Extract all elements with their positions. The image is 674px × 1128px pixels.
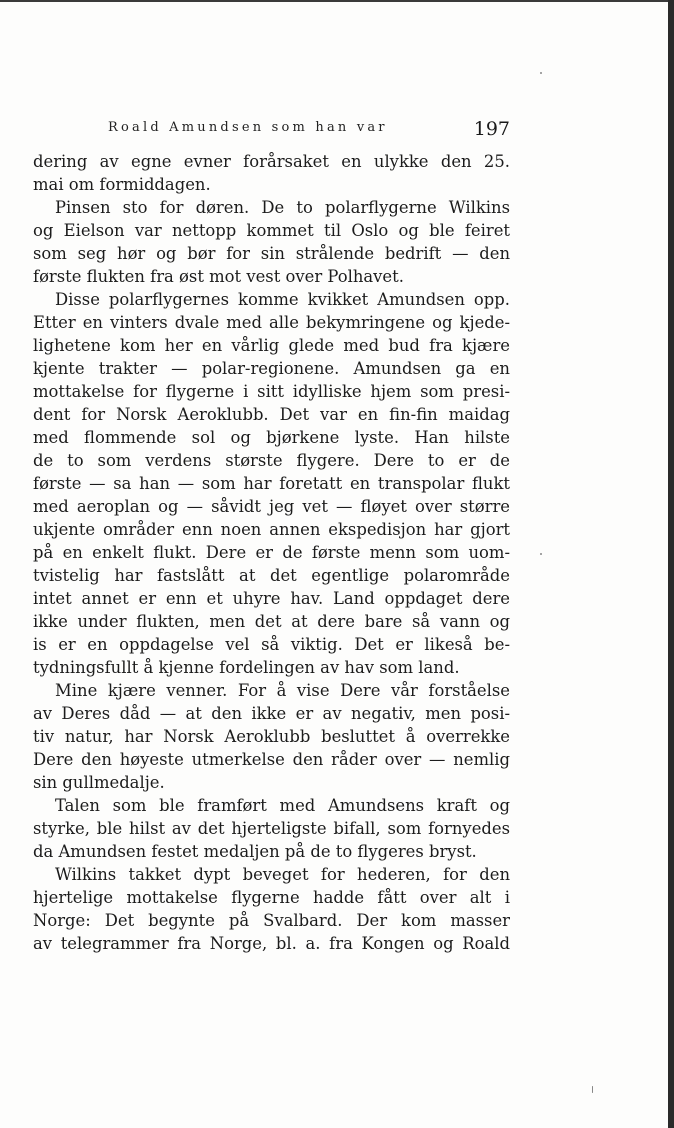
text-line: sin gullmedalje. <box>33 773 165 792</box>
text-line: Norge: Det begynte på Svalbard. Der kom masser <box>33 911 510 930</box>
text-line: Pinsen sto for døren. De to polarflygerne Wilkins <box>55 198 510 217</box>
text-line: Etter en vinters dvale med alle bekymringene og kjede- <box>33 313 510 332</box>
text-line: tvistelig har fastslått at det egentlige polarområde <box>33 566 510 585</box>
text-line: dent for Norsk Aeroklubb. Det var en fin-fin maidag <box>33 405 510 424</box>
text-line: dering av egne evner forårsaket en ulykke den 25. <box>33 152 510 171</box>
text-line: tiv natur, har Norsk Aeroklubb besluttet å overrekke <box>33 727 510 746</box>
text-line: med flommende sol og bjørkene lyste. Han hilste <box>33 428 510 447</box>
text-line: is er en oppdagelse vel så viktig. Det er likeså be- <box>33 635 510 654</box>
text-line: de to som verdens største flygere. Dere to er de <box>33 451 510 470</box>
text-line: som seg hør og bør for sin strålende bedrift — den <box>33 244 510 263</box>
body-text <box>33 150 510 955</box>
text-line: kjente trakter — polar-regionene. Amundsen ga en <box>33 359 510 378</box>
text-line: Disse polarflygernes komme kvikket Amundsen opp. <box>55 290 510 309</box>
text-line: Dere den høyeste utmerkelse den råder over — nemlig <box>33 750 510 769</box>
text-line: hjertelige mottakelse flygerne hadde fått over alt i <box>33 888 510 907</box>
text-line: mai om formiddagen. <box>33 175 211 194</box>
text-line: da Amundsen festet medaljen på de to flygeres bryst. <box>33 842 477 861</box>
page-header <box>108 118 510 140</box>
text-line: av Deres dåd — at den ikke er av negativ, men posi- <box>33 704 510 723</box>
text-line: ukjente områder enn noen annen ekspedisjon har gjort <box>33 520 510 539</box>
text-line: med aeroplan og — såvidt jeg vet — fløyet over større <box>33 497 510 516</box>
text-line: Talen som ble framført med Amundsens kraft og <box>55 796 510 815</box>
text-line: lighetene kom her en vårlig glede med bud fra kjære <box>33 336 510 355</box>
text-line: første flukten fra øst mot vest over Polhavet. <box>33 267 404 286</box>
text-line: på en enkelt flukt. Dere er de første menn som uom- <box>33 543 510 562</box>
text-line: av telegrammer fra Norge, bl. a. fra Kongen og Roald <box>33 934 510 953</box>
text-line: tydningsfullt å kjenne fordelingen av hav som land. <box>33 658 460 677</box>
text-line: styrke, ble hilst av det hjerteligste bifall, som fornyedes <box>33 819 510 838</box>
text-line: mottakelse for flygerne i sitt idylliske hjem som presi- <box>33 382 510 401</box>
scan-top-edge <box>0 0 674 2</box>
running-title: Roald Amundsen som han var <box>108 120 388 135</box>
scan-speck <box>540 72 542 74</box>
text-line: første — sa han — som har foretatt en transpolar flukt <box>33 474 510 493</box>
scan-right-edge <box>668 0 674 1128</box>
text-line: ikke under flukten, men det at dere bare så vann og <box>33 612 510 631</box>
text-line: Wilkins takket dypt beveget for hederen, for den <box>55 865 510 884</box>
page-number: 197 <box>473 118 510 140</box>
scan-speck <box>592 1086 593 1093</box>
text-line: og Eielson var nettopp kommet til Oslo og ble feiret <box>33 221 510 240</box>
text-line: intet annet er enn et uhyre hav. Land oppdaget dere <box>33 589 510 608</box>
text-line: Mine kjære venner. For å vise Dere vår forståelse <box>55 681 510 700</box>
scan-speck <box>540 553 542 555</box>
